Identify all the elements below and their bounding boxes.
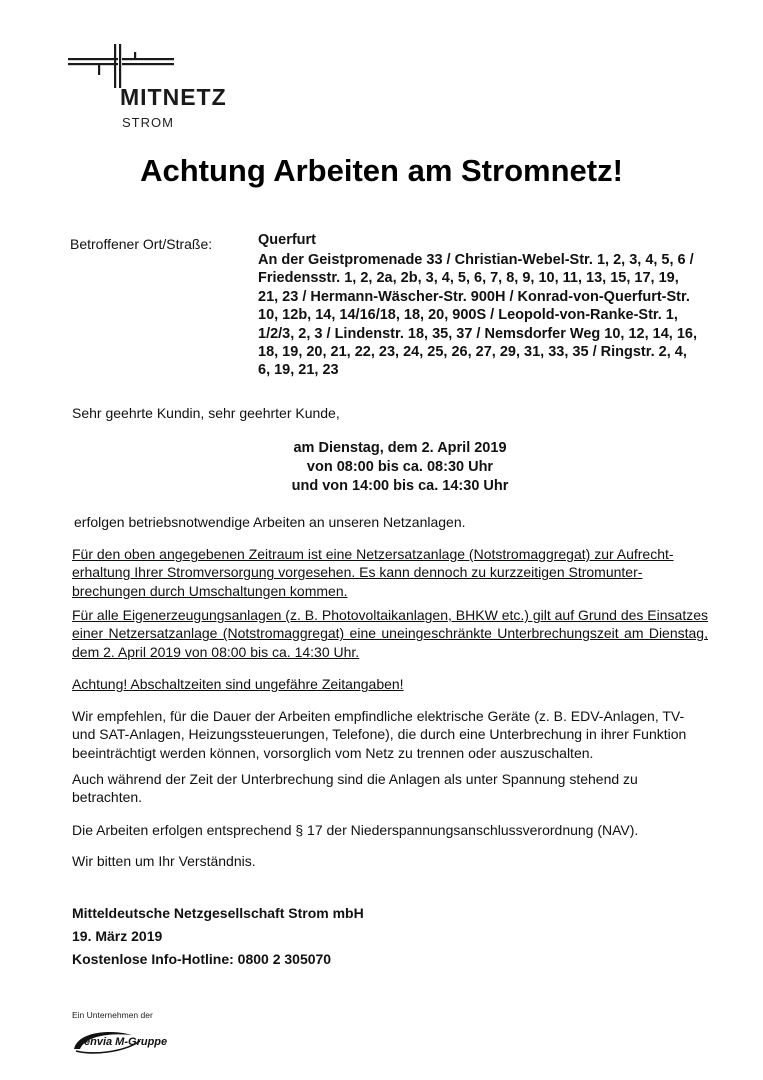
mitnetz-logo [68,44,268,134]
location-city: Querfurt [258,232,316,248]
logo-sub: STROM [122,115,174,130]
warning-paragraph: Achtung! Abschaltzeiten sind ungefähre Zeitangaben! [72,676,404,692]
schedule-time-1: von 08:00 bis ca. 08:30 Uhr [306,459,494,475]
signature-block [72,902,364,971]
schedule-date: am Dienstag, dem 2. April 2019 [293,440,507,456]
backup-paragraph: Für den oben angegebenen Zeitraum ist eine Netzersatzanlage (Notstromaggregat) zur Aufrecht-erhaltung Ihrer Stromversorgung vorgesehen. Es kann dennoch zu kurzzeitigen Stromunter-brechungen durch Umschaltungen kommen. [72,546,674,599]
hotline: Kostenlose Info-Hotline: 0800 2 305070 [72,951,332,967]
company-name: Mitteldeutsche Netzgesellschaft Strom mbH [72,905,364,921]
location-label: Betroffener Ort/Straße: [70,236,213,252]
location-streets: An der Geistpromenade 33 / Christian-Webel-Str. 1, 2, 3, 4, 5, 6 / Friedensstr. 1, 2, 2a, 2b, 3, 4, 5, 6, 7, 8, 9, 10, 11, 13, 15, 17, 19, 21, 23 / Hermann-Wäscher-Str. 900H / Konrad-von-Querfurt-Str. 10, 12b, 14, 14/16/18, 18, 20, 900S / Leopold-von-Ranke-Str. 1, 1/2/3, 2, 3 / Lindenstr. 18, 35, 37 / Nemsdorfer Weg 10, 12, 14, 16, 18, 19, 20, 21, 22, 23, 24, 25, 26, 27, 29, 31, 33, 35 / Ringstr. 2, 4, 6, 19, 21, 23 [258,252,697,379]
generation-paragraph: Für alle Eigenerzeugungsanlagen (z. B. Photovoltaikanlagen, BHKW etc.) gilt auf Grund des Einsatzes einer Netzersatzanlage (Notstromaggregat) eine uneingeschränkte Unterbrechungszeit am Dienstag, dem 2. April 2019 von 08:00 bis ca. 14:30 Uhr. [72,607,708,660]
letter-date: 19. März 2019 [72,928,163,944]
voltage-paragraph: Auch während der Zeit der Unterbrechung sind die Anlagen als unter Spannung stehend zu betrachten. [72,771,638,806]
thanks-paragraph: Wir bitten um Ihr Verständnis. [72,853,256,869]
logo-brand: MITNETZ [120,84,227,110]
cross-lines-logo-icon [68,44,178,88]
recommend-paragraph: Wir empfehlen, für die Dauer der Arbeiten empfindliche elektrische Geräte (z. B. EDV-Anlagen, TV- und SAT-Anlagen, Heizungssteuerungen, Telefone), die durch eine Unterbrechung in ihrer Funktion beeinträchtigt werden können, vorsorglich vom Netz zu trennen oder auszuschalten. [72,708,687,761]
schedule-block [0,439,763,496]
schedule-time-2: und von 14:00 bis ca. 14:30 Uhr [291,478,509,494]
salutation: Sehr geehrte Kundin, sehr geehrter Kunde, [72,405,340,421]
envia-logo [72,1027,172,1057]
page-title: Achtung Arbeiten am Stromnetz! [140,153,623,188]
envia-group-label: envia M-Gruppe [84,1036,168,1048]
work-paragraph: erfolgen betriebsnotwendige Arbeiten an unseren Netzanlagen. [74,514,466,530]
legal-paragraph: Die Arbeiten erfolgen entsprechend § 17 der Niederspannungsanschlussverordnung (NAV). [72,822,639,838]
group-note: Ein Unternehmen der [72,1010,153,1020]
